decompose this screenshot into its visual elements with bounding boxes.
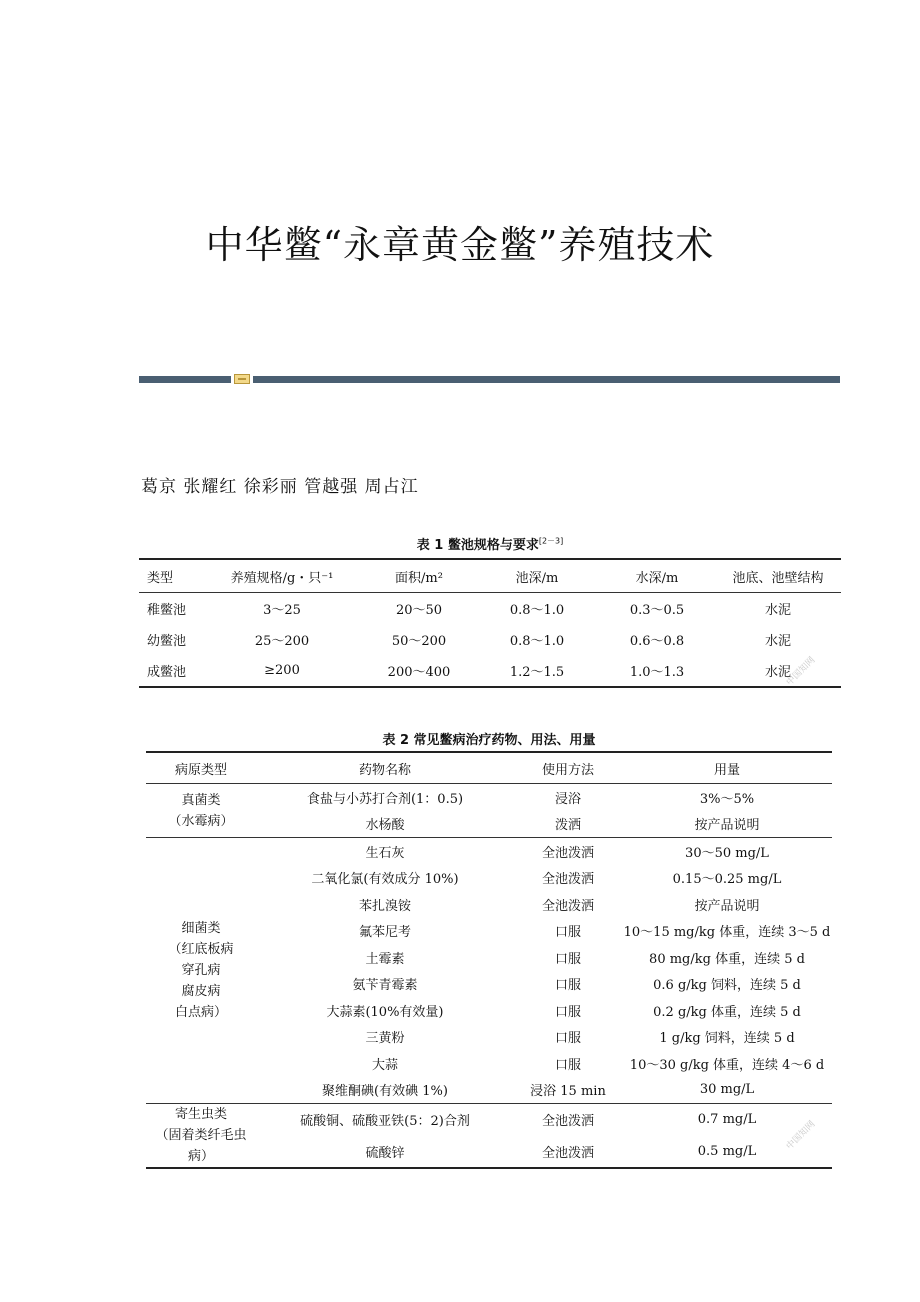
pathogen-type-line: （水霉病） bbox=[168, 813, 234, 829]
table1-header: 池底、池壁结构 bbox=[715, 559, 841, 593]
table-cell: 10～30 g/kg 体重，连续 4～6 d bbox=[629, 1057, 825, 1073]
table1-header-row bbox=[139, 559, 841, 593]
table-cell: 0.8～1.0 bbox=[509, 634, 565, 649]
table-cell: 三黄粉 bbox=[365, 1031, 405, 1047]
table-cell: 10～15 mg/kg 体重，连续 3～5 d bbox=[623, 925, 831, 941]
table-cell: 浸浴 15 min bbox=[530, 1084, 606, 1100]
table-cell: 口服 bbox=[554, 951, 581, 967]
table1-header: 类型 bbox=[139, 559, 201, 593]
table-cell: 全池泼洒 bbox=[541, 898, 594, 914]
table1-caption-text: 表 1 鳖池规格与要求 bbox=[416, 538, 539, 553]
pathogen-type-line: 白点病） bbox=[174, 1005, 227, 1020]
table-cell: 水杨酸 bbox=[365, 818, 405, 834]
table-row bbox=[139, 655, 841, 687]
table-cell: 全池泼洒 bbox=[541, 1145, 594, 1161]
table-cell: 土霉素 bbox=[365, 951, 405, 967]
table-cell: 1 g/kg 饲料，连续 5 d bbox=[659, 1031, 795, 1047]
divider-bar-right bbox=[253, 376, 840, 383]
table-cell: 二氧化氯(有效成分 10%) bbox=[311, 872, 459, 888]
pathogen-type-cell bbox=[146, 838, 256, 1104]
table-cell: 按产品说明 bbox=[694, 898, 760, 914]
table-cell: 0.2 g/kg 体重，连续 5 d bbox=[653, 1004, 801, 1020]
divider-bar-left bbox=[139, 376, 231, 383]
table2-header: 使用方法 bbox=[514, 752, 622, 784]
table2-header: 病原类型 bbox=[146, 752, 256, 784]
table-cell: 口服 bbox=[554, 978, 581, 994]
watermark-text: 中国知网 bbox=[784, 1119, 818, 1152]
table-cell: 1.0～1.3 bbox=[629, 665, 685, 680]
table-cell: 口服 bbox=[554, 925, 581, 941]
table2-header: 用量 bbox=[622, 752, 832, 784]
table-cell: 水泥 bbox=[764, 665, 791, 680]
table-cell: 口服 bbox=[554, 1057, 581, 1073]
table-row bbox=[146, 1104, 832, 1136]
table-cell: 口服 bbox=[554, 1004, 581, 1020]
table-cell: 成鳖池 bbox=[147, 665, 187, 680]
table1-header: 养殖规格/g・只⁻¹ bbox=[201, 559, 363, 593]
table-cell: 稚鳖池 bbox=[147, 603, 187, 618]
table-cell: 0.8～1.0 bbox=[509, 603, 565, 618]
table-row bbox=[146, 838, 832, 865]
table2-header: 药物名称 bbox=[256, 752, 514, 784]
table2-caption: 表 2 常见鳖病治疗药物、用法、用量 bbox=[382, 733, 596, 748]
table1-caption bbox=[139, 534, 841, 553]
table-cell: 大蒜 bbox=[371, 1057, 398, 1073]
pathogen-type-line: （红底板病 bbox=[168, 942, 234, 957]
pathogen-type-line: （固着类纤毛虫病） bbox=[155, 1128, 247, 1164]
table-cell: 硫酸铜、硫酸亚铁(5：2)合剂 bbox=[256, 1104, 514, 1136]
table-cell: 50～200 bbox=[391, 634, 447, 649]
table-cell: 0.6～0.8 bbox=[629, 634, 685, 649]
table-row bbox=[139, 593, 841, 625]
document-title: 中华鳖“永章黄金鳖”养殖技术 bbox=[205, 223, 715, 267]
table-row bbox=[139, 624, 841, 655]
table-cell: 0.3～0.5 bbox=[629, 603, 685, 618]
pathogen-type-line: 细菌类 bbox=[181, 921, 221, 936]
table-cell: 按产品说明 bbox=[694, 818, 760, 834]
table-cell: 浸浴 bbox=[554, 791, 581, 807]
table-cell: ≥200 bbox=[264, 663, 300, 678]
table-cell: 氨苄青霉素 bbox=[352, 978, 418, 994]
table1 bbox=[139, 558, 841, 688]
table-cell: 苯扎溴铵 bbox=[358, 898, 411, 914]
table-cell: 硫酸锌 bbox=[365, 1145, 405, 1161]
table-cell: 泼洒 bbox=[554, 818, 581, 834]
table-cell: 20～50 bbox=[395, 603, 443, 618]
table-cell: 生石灰 bbox=[256, 838, 514, 865]
pathogen-type-line: 穿孔病 bbox=[181, 963, 221, 978]
table-cell: 30～50 mg/L bbox=[622, 838, 832, 865]
table-cell: 口服 bbox=[554, 1031, 581, 1047]
table1-header: 面积/m² bbox=[363, 559, 475, 593]
divider-emblem-icon bbox=[234, 374, 250, 384]
table-cell: 水泥 bbox=[764, 603, 791, 618]
table-cell: 0.5 mg/L bbox=[697, 1143, 757, 1159]
table-cell: 聚维酮碘(有效碘 1%) bbox=[322, 1084, 448, 1100]
pathogen-type-cell bbox=[146, 784, 256, 838]
table-cell: 0.15～0.25 mg/L bbox=[672, 872, 782, 888]
table-row bbox=[146, 784, 832, 811]
table-cell: 25～200 bbox=[254, 634, 310, 649]
table-cell: 食盐与小苏打合剂(1：0.5) bbox=[306, 791, 464, 807]
table1-caption-ref: [2－3] bbox=[538, 536, 564, 546]
pathogen-type-line: 腐皮病 bbox=[181, 984, 221, 999]
table-cell: 3～25 bbox=[263, 603, 301, 618]
table-cell: 0.6 g/kg 饲料，连续 5 d bbox=[653, 978, 801, 994]
table-cell: 水泥 bbox=[764, 634, 791, 649]
table2 bbox=[146, 751, 832, 1169]
table1-header: 池深/m bbox=[475, 559, 599, 593]
table-cell: 全池泼洒 bbox=[514, 1104, 622, 1136]
table-cell: 30 mg/L bbox=[699, 1082, 755, 1098]
table-cell: 氟苯尼考 bbox=[358, 925, 411, 941]
table-cell: 全池泼洒 bbox=[514, 838, 622, 865]
table-cell: 3%～5% bbox=[699, 791, 755, 807]
table1-header: 水深/m bbox=[599, 559, 715, 593]
pathogen-type-cell bbox=[146, 1104, 256, 1169]
table-cell: 0.7 mg/L bbox=[622, 1104, 832, 1136]
table-cell: 200～400 bbox=[387, 665, 451, 680]
title-divider bbox=[139, 374, 840, 384]
pathogen-type-line: 寄生虫类 bbox=[174, 1107, 227, 1122]
table-cell: 幼鳖池 bbox=[147, 634, 187, 649]
table-cell: 1.2～1.5 bbox=[509, 665, 565, 680]
table-cell: 大蒜素(10%有效量) bbox=[326, 1004, 444, 1020]
pathogen-type-line: 真菌类 bbox=[181, 792, 221, 808]
watermark-text: 中国知网 bbox=[784, 655, 818, 688]
table-cell: 全池泼洒 bbox=[541, 872, 594, 888]
table-cell: 80 mg/kg 体重，连续 5 d bbox=[649, 951, 805, 967]
table2-header-row bbox=[146, 752, 832, 784]
authors: 葛京 张耀红 徐彩丽 管越强 周占江 bbox=[141, 477, 419, 497]
